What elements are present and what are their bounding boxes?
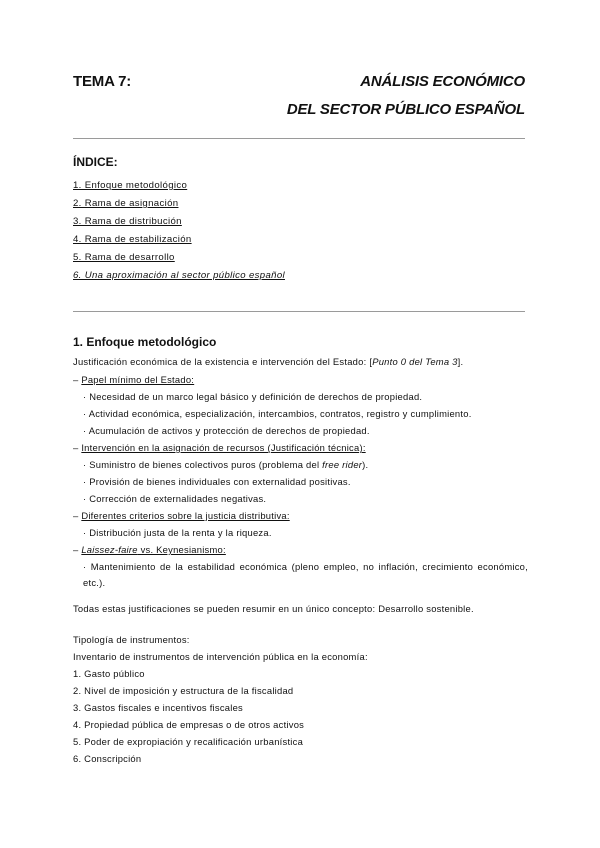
tipologia-heading: Tipología de instrumentos: [73, 634, 190, 645]
list-item: · Actividad económica, especialización, intercambios, contratos, registro y cumplimiento. [83, 408, 472, 419]
indice-link-4[interactable]: 4. Rama de estabilización [73, 234, 192, 245]
list-item-text: · Suministro de bienes colectivos puros (problema del [83, 459, 323, 470]
instrument-item: 2. Nivel de imposición y estructura de la fiscalidad [73, 685, 294, 696]
title-line-1: ANÁLISIS ECONÓMICO [360, 73, 525, 90]
intro-line [73, 354, 528, 372]
list-item: · Acumulación de activos y protección de derechos de propiedad. [83, 425, 370, 436]
group-title-line [73, 372, 528, 389]
group-title-italic: Laissez-faire [81, 544, 138, 555]
group-title-line [73, 508, 528, 525]
indice-link-6[interactable]: 6. Una aproximación al sector público español [73, 270, 285, 281]
divider-top [73, 138, 525, 139]
indice-item [73, 178, 285, 196]
spacer [73, 618, 528, 632]
section-heading: 1. Enfoque metodológico [73, 335, 217, 349]
list-item-italic: free rider [322, 459, 363, 470]
instrument-item: 6. Conscripción [73, 753, 142, 764]
intro-text: Justificación económica de la existencia e intervención del Estado: [ [73, 356, 373, 367]
list-item-paragraph: · Mantenimiento de la estabilidad económica (pleno empleo, no inflación, crecimiento económico, etc.). [83, 561, 528, 588]
indice-link-3[interactable]: 3. Rama de distribución [73, 216, 182, 227]
list-item: · Provisión de bienes individuales con externalidad positivas. [83, 476, 351, 487]
indice-link-5[interactable]: 5. Rama de desarrollo [73, 252, 175, 263]
summary-line: Todas estas justificaciones se pueden resumir en un único concepto: Desarrollo sostenible. [73, 603, 474, 614]
indice-item [73, 232, 285, 250]
list-item-text-end: ). [362, 459, 369, 470]
group-title-justicia: Diferentes criterios sobre la justicia distributiva: [81, 510, 290, 521]
instrument-item: 3. Gastos fiscales e incentivos fiscales [73, 702, 243, 713]
instrument-item: 5. Poder de expropiación y recalificación urbanística [73, 736, 304, 747]
dash-glyph: – [73, 544, 79, 555]
section-1 [73, 333, 528, 768]
group-title-line [73, 440, 528, 457]
indice-list [73, 178, 285, 286]
indice-item [73, 250, 285, 268]
indice-link-1[interactable]: 1. Enfoque metodológico [73, 180, 188, 191]
list-item: · Distribución justa de la renta y la riqueza. [83, 527, 272, 538]
list-item [73, 457, 528, 474]
dash-glyph: – [73, 374, 79, 385]
tema-label: TEMA 7: [73, 73, 132, 90]
indice-item [73, 214, 285, 232]
dash-glyph: – [73, 510, 79, 521]
intro-reference: Punto 0 del Tema 3 [372, 356, 458, 367]
list-item: · Necesidad de un marco legal básico y definición de derechos de propiedad. [83, 391, 423, 402]
group-title-papel: Papel mínimo del Estado: [81, 374, 195, 385]
indice-item [73, 196, 285, 214]
instrument-item: 1. Gasto público [73, 668, 145, 679]
indice-heading: ÍNDICE: [73, 155, 118, 169]
dash-glyph: – [73, 442, 79, 453]
group-title-line [73, 542, 528, 559]
group-title-asignacion: Intervención en la asignación de recursos (Justificación técnica): [81, 442, 366, 453]
divider-middle [73, 311, 525, 312]
indice-item [73, 268, 285, 286]
indice-link-2[interactable]: 2. Rama de asignación [73, 198, 179, 209]
group-title-laissez [81, 544, 226, 555]
group-title-rest: vs. Keynesianismo: [137, 544, 226, 555]
title-line-2: DEL SECTOR PÚBLICO ESPAÑOL [286, 101, 525, 118]
intro-text-end: ]. [457, 356, 464, 367]
instrument-item: 4. Propiedad pública de empresas o de otros activos [73, 719, 305, 730]
list-item: · Corrección de externalidades negativas. [83, 493, 267, 504]
inventario-line: Inventario de instrumentos de intervención pública en la economía: [73, 651, 368, 662]
